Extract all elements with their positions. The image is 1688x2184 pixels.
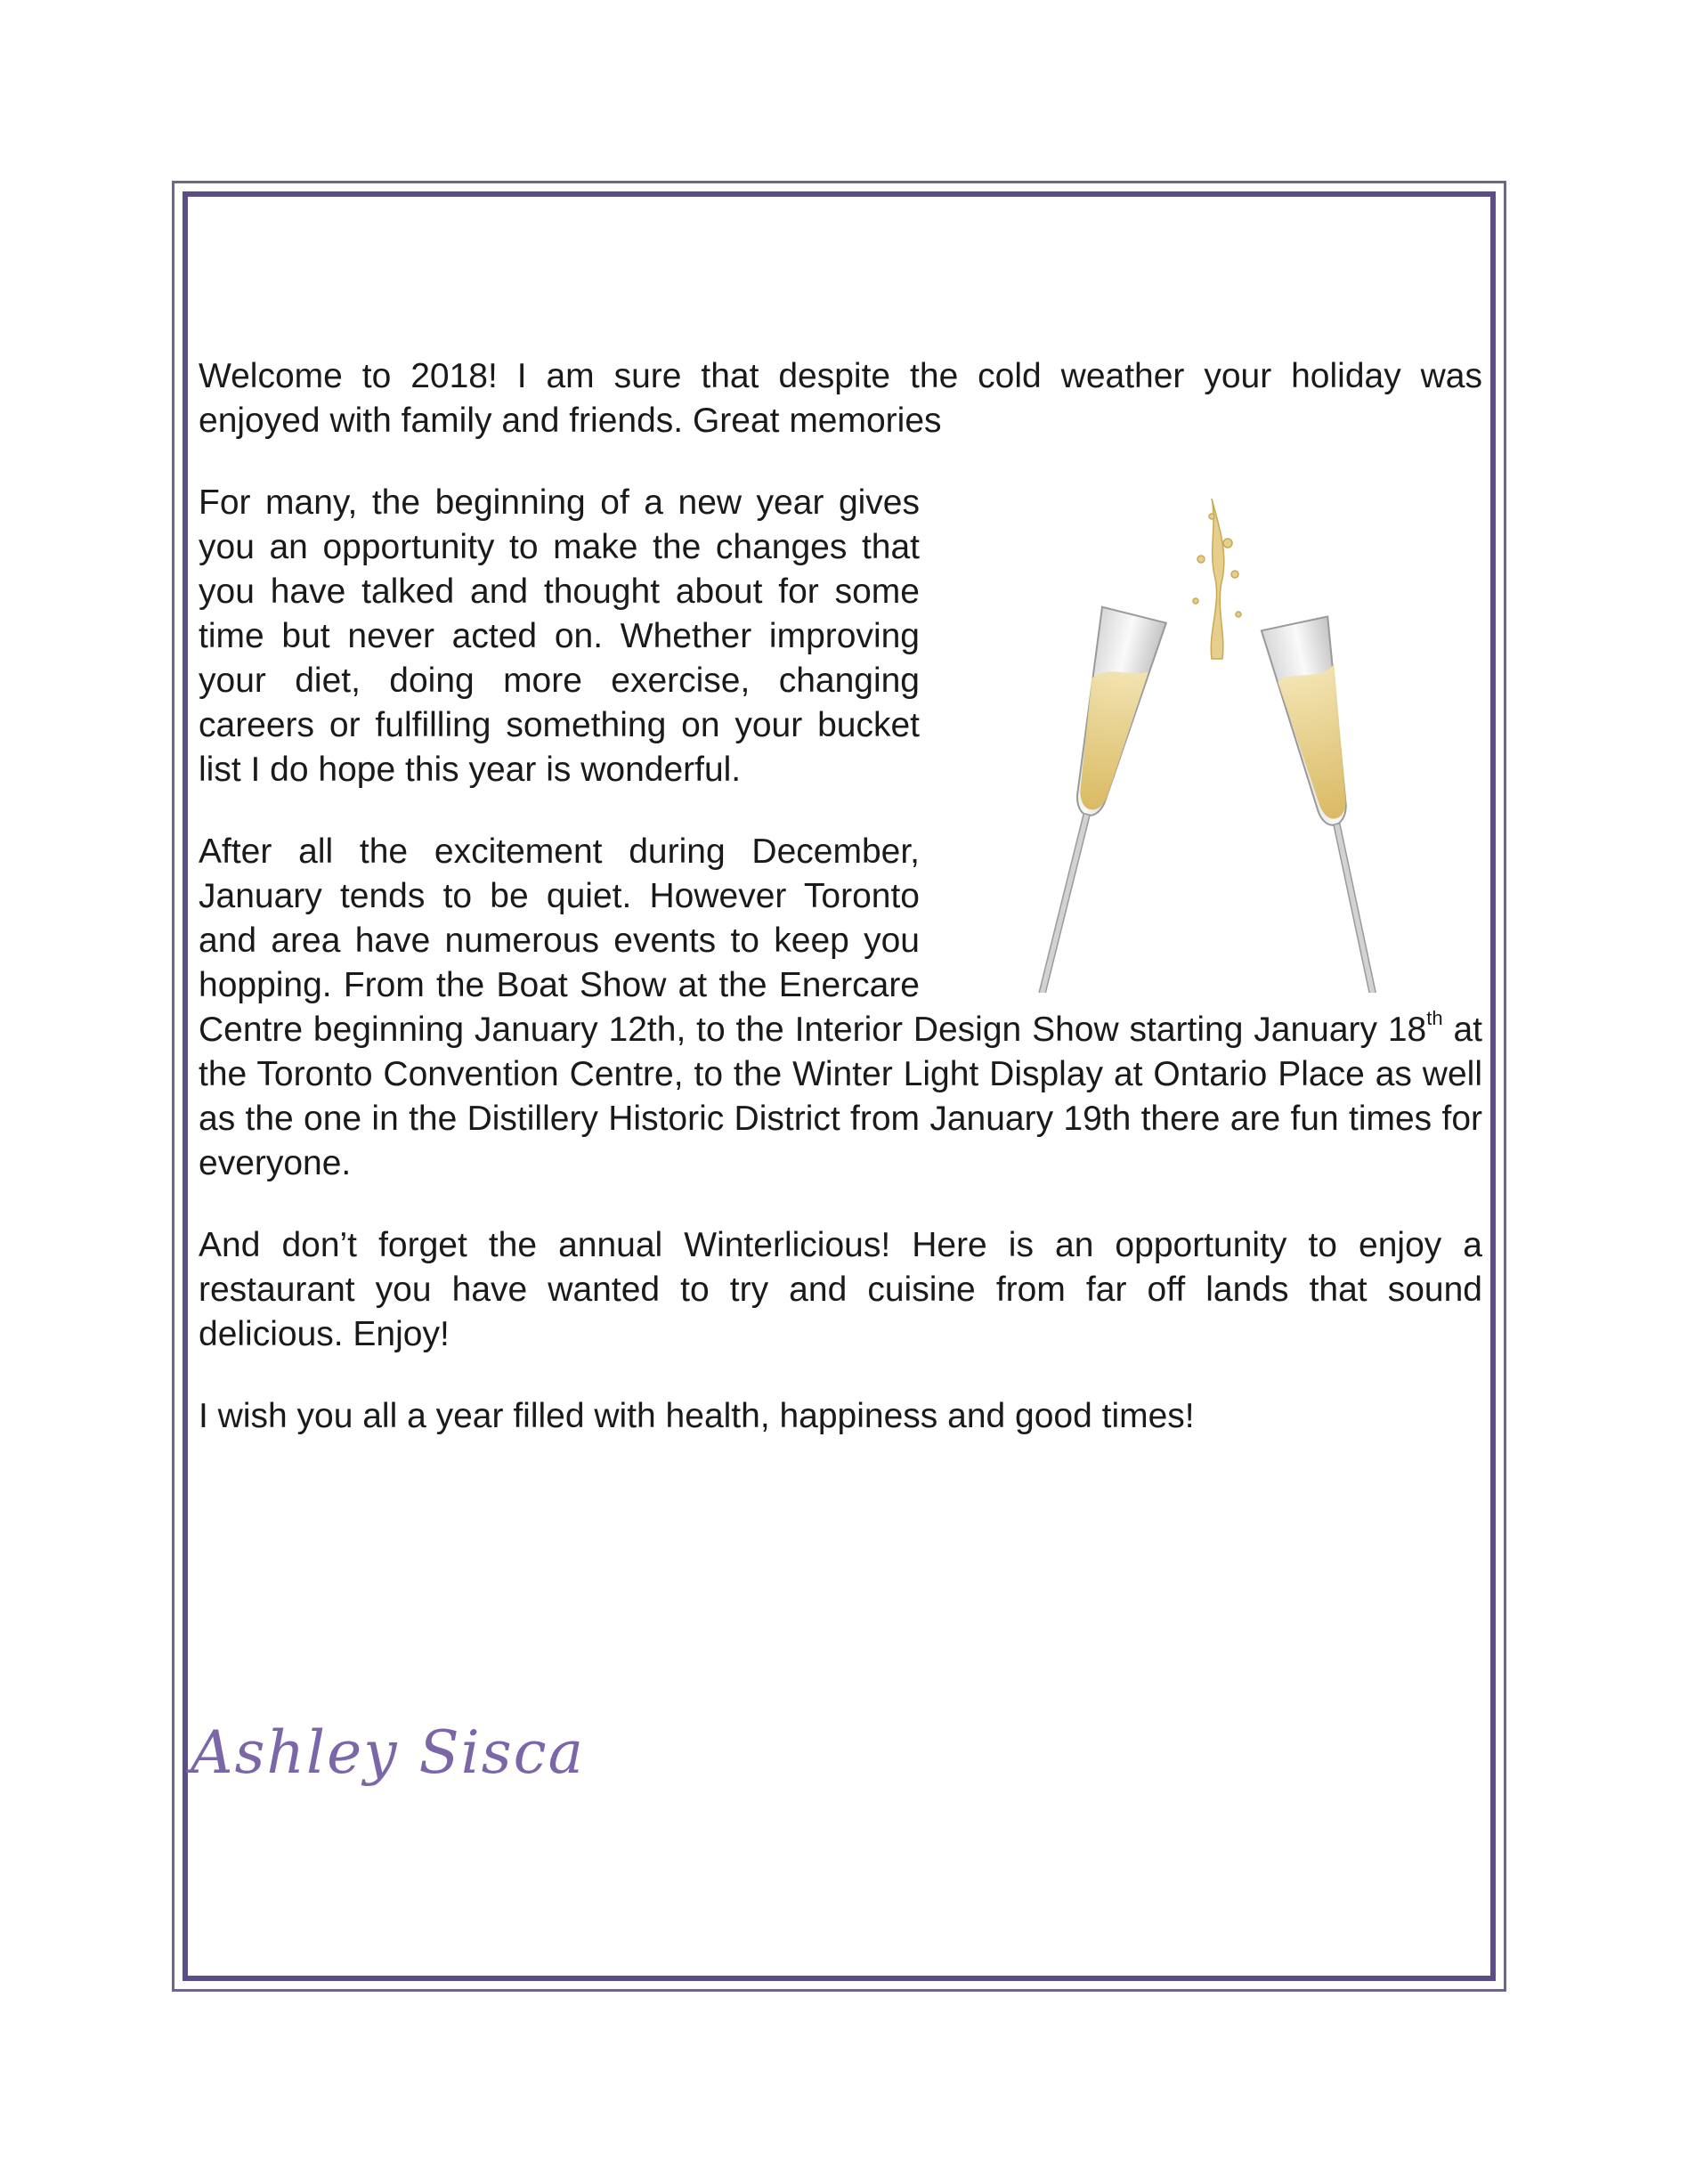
paragraph-closing: I wish you all a year filled with health, happiness and good times!	[199, 1397, 1195, 1435]
paragraph-welcome: Welcome to 2018! I am sure that despite the cold weather your holiday was enjoyed with family and friends. Great memories	[199, 357, 1482, 440]
champagne-glasses-icon	[945, 490, 1482, 993]
paragraph-winterlicious: And don’t forget the annual Winterlicious! Here is an opportunity to enjoy a restaurant you have wanted to try and cuisine from far off lands that sound delicious. Enjoy!	[199, 1226, 1482, 1353]
paragraph-new-year-text: For many, the beginning of a new year gives you an opportunity to make the changes that you have talked and thought about for some time but never acted on. Whether improving your diet, doing more exercise, changing careers or fulfilling something on your bucket list I do hope this year is wonderful.	[199, 483, 920, 789]
letter-body	[199, 354, 1482, 1476]
signature: Ashley Sisca	[191, 1718, 585, 1787]
events-text-a: After all the excitement during December, January tends to be quiet. However Toronto and area have numerous events to keep you hopping. From the Boat Show at the Enercare Centre beginning January 12th, to the Interior Design Show starting January 18	[199, 832, 1427, 1049]
paragraph-new-year	[199, 481, 1482, 792]
superscript-th: th	[1426, 1007, 1443, 1029]
events-text-b: at the Toronto Convention Centre, to the Winter Light Display at Ontario Place as well as the one in the Distillery Historic District from January 19th there are fun times for everyone.	[199, 1011, 1482, 1182]
